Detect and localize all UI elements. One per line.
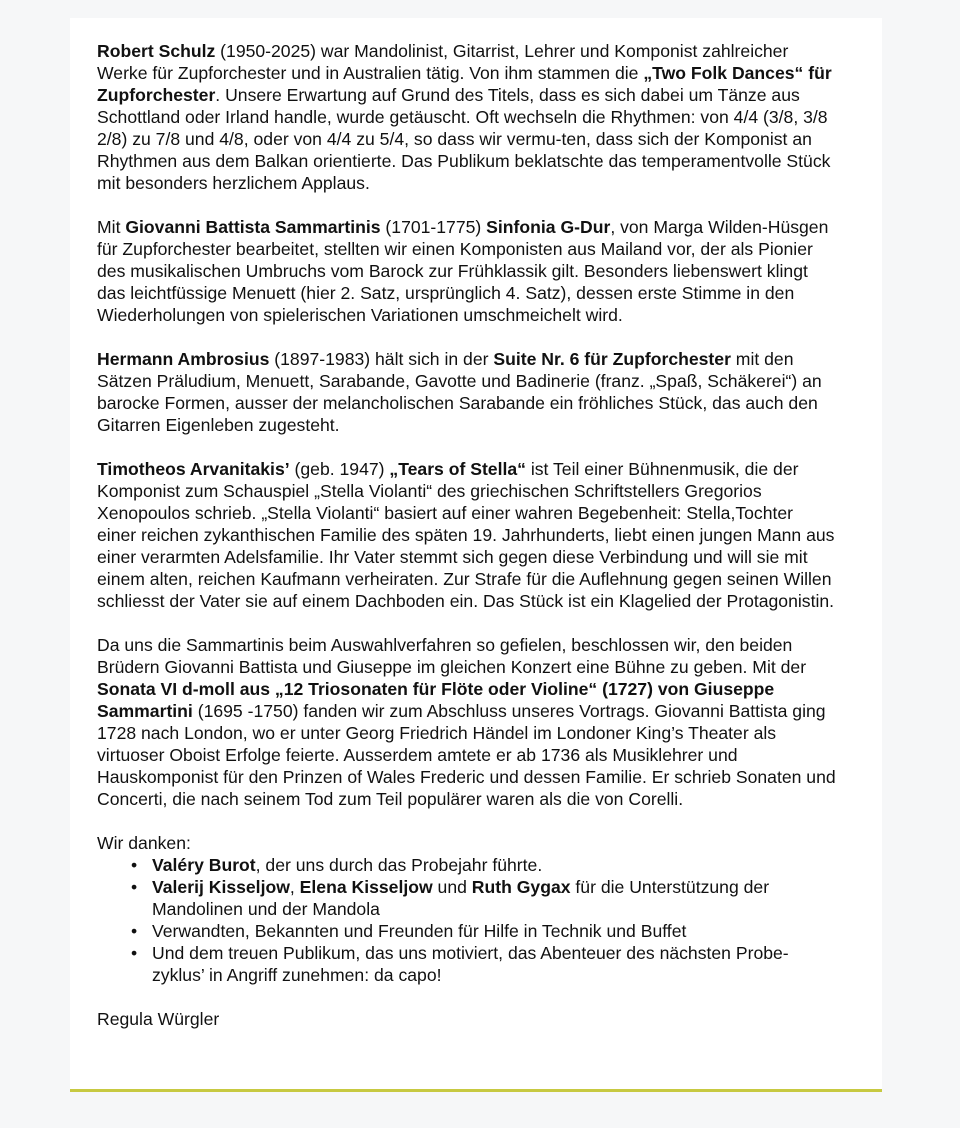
paragraph [97,348,837,436]
text-run: Verwandten, Bekannten und Freunden für Hilfe in Technik und Buffet [152,921,687,941]
text-run: mit den Sätzen Präludium, Menuett, Sarabande, Gavotte und Badinerie (franz. „Spaß, Schäkerei“) an barocke Formen, ausser der melancholischen Sarabande ein fröhliches Stück, das auch den Gitarren Eigenleben zugesteht. [97,349,822,435]
paragraph [97,40,837,194]
bold-text: „Two Folk Dances“ für Zupforchester [97,63,832,105]
bold-text: Valerij Kisseljow [152,877,290,897]
text-run: , der uns durch das Probejahr führte. [255,855,543,875]
text-run: . Unsere Erwartung auf Grund des Titels, dass es sich dabei um Tänze aus Schottland oder Irland handle, wurde getäuscht. Oft wechseln die Rhythmen: von 4/4 (3/8, 3/8 2/8) zu 7/8 und 4/8, oder von 4/4 zu 5/4, so dass wir vermu-ten, dass sich der Komponist an Rhythmen aus dem Balkan orientierte. Das Publikum beklatschte das temperamentvolle Stück mit besonders herzlichem Applaus. [97,85,831,193]
bold-text: Valéry Burot [152,855,256,875]
bold-text: Suite Nr. 6 für Zupforchester [493,349,731,369]
signature: Regula Würgler [97,1009,220,1029]
document-body [97,40,837,1052]
text-run: (1701-1775) [380,217,487,237]
footer-rule [70,1089,882,1092]
bold-text: Ruth Gygax [471,877,571,897]
bold-text: Hermann Ambrosius [97,349,270,369]
text-run: (1695 -1750) fanden wir zum Abschluss unseres Vortrags. Giovanni Battista ging 1728 nach London, wo er unter Georg Friedrich Händel im Londoner King’s Theater als virtuoser Oboist Erfolge feierte. Ausserdem amtete er ab 1736 als Musiklehrer und Hauskomponist für den Prinzen of Wales Frederic und dessen Familie. Er schrieb Sonaten und Concerti, die nach seinem Tod zum Teil populärer waren als die von Corelli. [97,701,836,809]
text-run: Da uns die Sammartinis beim Auswahlverfahren so gefielen, beschlossen wir, den beiden Brüdern Giovanni Battista und Giuseppe im gleichen Konzert eine Bühne zu geben. Mit der [97,635,807,677]
list-item [152,854,837,876]
list-item [152,920,837,942]
bold-text: Giovanni Battista Sammartinis [125,217,381,237]
text-run: , [289,877,300,897]
text-run: (1897-1983) hält sich in der [269,349,494,369]
bold-text: Sonata VI d-moll aus „12 Triosonaten für Flöte oder Violine“ (1727) von Giuseppe Sammartini [97,679,775,721]
thanks-intro: Wir danken: [97,833,191,853]
list-item [152,942,837,986]
paragraph [97,216,837,326]
bold-text: „Tears of Stella“ [389,459,526,479]
text-run: (1950-2025) war Mandolinist, Gitarrist, Lehrer und Komponist zahlreicher Werke für Zupforchester und in Australien tätig. Von ihm stammen die [97,41,789,83]
text-run: für die Unterstützung der Mandolinen und der Mandola [152,877,770,919]
text-run: Mit [97,217,126,237]
text-run: (geb. 1947) [289,459,390,479]
text-run: Und dem treuen Publikum, das uns motiviert, das Abenteuer des nächsten Probe-zyklus’ in Angriff zunehmen: da capo! [152,943,789,985]
bold-text: Timotheos Arvanitakis’ [97,459,290,479]
text-run: , von Marga Wilden-Hüsgen für Zupforchester bearbeitet, stellten wir einen Komponisten aus Mailand vor, der als Pionier des musikalischen Umbruchs vom Barock zur Frühklassik gilt. Besonders liebenswert klingt das leichtfüssige Menuett (hier 2. Satz, ursprünglich 4. Satz), dessen erste Stimme in den Wiederholungen von spielerischen Variationen umschmeichelt wird. [97,217,829,325]
document-page [70,18,882,1090]
paragraph [97,634,837,810]
paragraphs [97,40,837,810]
text-run: und [432,877,472,897]
list-item [152,876,837,920]
text-run: ist Teil einer Bühnenmusik, die der Komponist zum Schauspiel „Stella Violanti“ des griechischen Schriftstellers Gregorios Xenopoulos schrieb. „Stella Violanti“ basiert auf einer wahren Begebenheit: Stella,Tochter einer reichen zykanthischen Familie des späten 19. Jahrhunderts, liebt einen jungen Mann aus einer verarmten Adelsfamilie. Ihr Vater stemmt sich gegen diese Verbindung und will sie mit einem alten, reichen Kaufmann verheiraten. Zur Strafe für die Auflehnung gegen seinen Willen schliesst der Vater sie auf einem Dachboden ein. Das Stück ist ein Klagelied der Protagonistin. [97,459,835,611]
bold-text: Robert Schulz [97,41,216,61]
bold-text: Sinfonia G-Dur [486,217,611,237]
paragraph [97,458,837,612]
thanks-list [97,854,837,986]
bold-text: Elena Kisseljow [299,877,433,897]
